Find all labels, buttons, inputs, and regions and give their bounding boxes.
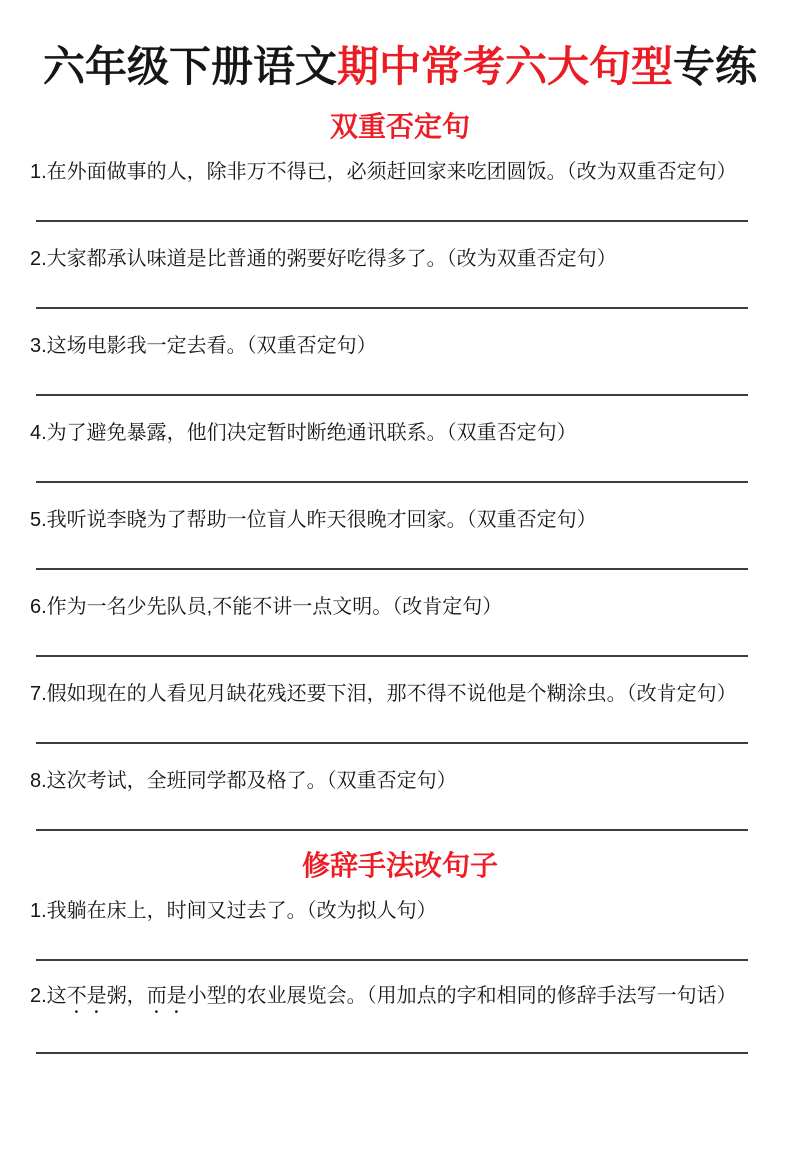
question-text-s2-q2 (30, 982, 770, 1018)
q2-text-plain: 粥， (106, 985, 147, 1007)
q2-text-plain: 2.这 (30, 985, 67, 1007)
question-text-s1-q5: 5.我听说李晓为了帮助一位盲人昨天很晚才回家。（双重否定句） (30, 509, 597, 531)
answer-line-s1-q8[interactable] (36, 829, 748, 831)
title-segment-black-1: 六年级下册语文 (42, 43, 337, 90)
answer-line-s2-q1[interactable] (36, 959, 748, 961)
question-text-s1-q2: 2.大家都承认味道是比普通的粥要好吃得多了。（改为双重否定句） (30, 248, 617, 270)
page-title (30, 40, 770, 94)
q2-emphasized-chars-1: 不是 (66, 985, 107, 1007)
title-segment-black-2: 专练 (673, 43, 758, 90)
answer-line-s1-q4[interactable] (36, 481, 748, 483)
question-text-s2-q1: 1.我躺在床上，时间又过去了。（改为拟人句） (30, 900, 437, 922)
question-text-s1-q6: 6.作为一名少先队员,不能不讲一点文明。（改肯定句） (30, 596, 503, 618)
question-text-s1-q4: 4.为了避免暴露，他们决定暂时断绝通讯联系。（双重否定句） (30, 422, 577, 444)
title-segment-red: 期中常考六大句型 (336, 43, 673, 90)
answer-line-s1-q6[interactable] (36, 655, 748, 657)
answer-line-s1-q1[interactable] (36, 220, 748, 222)
answer-line-s1-q7[interactable] (36, 742, 748, 744)
answer-line-s1-q3[interactable] (36, 394, 748, 396)
worksheet-page (0, 40, 793, 1162)
question-text-s1-q1: 1.在外面做事的人，除非万不得已，必须赶回家来吃团圆饭。（改为双重否定句） (30, 161, 737, 183)
question-text-s1-q8: 8.这次考试，全班同学都及格了。（双重否定句） (30, 770, 457, 792)
answer-line-s1-q5[interactable] (36, 568, 748, 570)
section-heading-rhetoric: 修辞手法改句子 (301, 850, 498, 881)
section-heading-double-negative: 双重否定句 (329, 111, 470, 142)
question-text-s1-q3: 3.这场电影我一定去看。（双重否定句） (30, 335, 377, 357)
q2-emphasized-chars-2: 而是 (146, 985, 187, 1007)
answer-line-s1-q2[interactable] (36, 307, 748, 309)
answer-line-s2-q2[interactable] (36, 1052, 748, 1054)
q2-text-plain: 小型的农业展览会。（用加点的字和相同的修辞手法写一句话） (186, 985, 737, 1007)
question-text-s1-q7: 7.假如现在的人看见月缺花残还要下泪，那不得不说他是个糊涂虫。（改肯定句） (30, 683, 737, 705)
